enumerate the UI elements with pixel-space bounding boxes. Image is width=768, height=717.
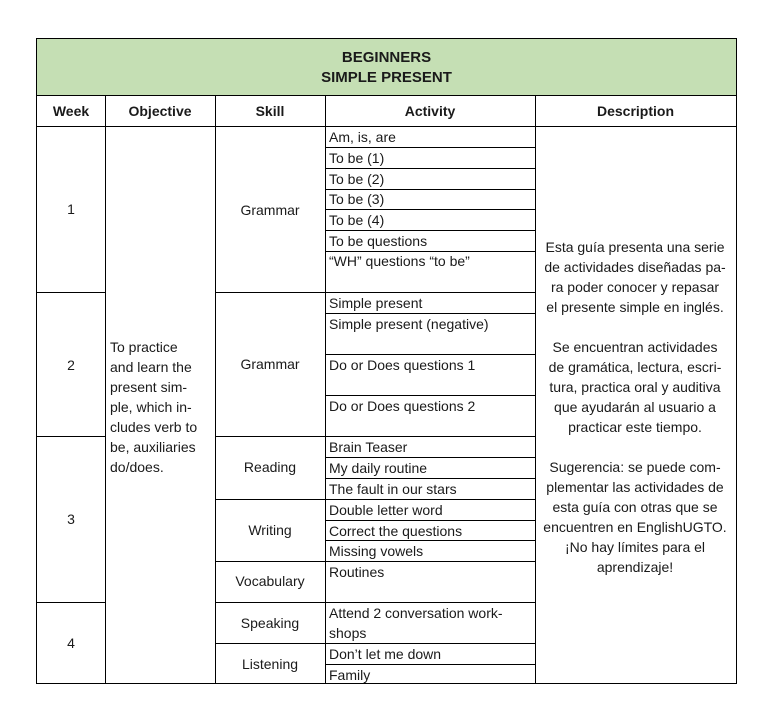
grid-line	[325, 457, 535, 458]
description-line: practicar este tiempo.	[568, 419, 702, 435]
activity-item: Routines	[329, 564, 385, 580]
week-number: 3	[67, 511, 75, 527]
grid-line	[215, 643, 535, 644]
activity-item: To be (1)	[329, 150, 385, 166]
description-spacer	[535, 437, 735, 457]
activity-item: To be (4)	[329, 212, 385, 228]
col-description: Description	[596, 103, 674, 119]
skill-label: Vocabulary	[235, 573, 305, 589]
col-week: Week	[52, 103, 90, 119]
description-line: Esta guía presenta una serie	[545, 239, 725, 255]
grid-line	[215, 96, 216, 684]
activity-item: Missing vowels	[329, 543, 424, 559]
description-line: que ayudarán al usuario a	[554, 399, 716, 415]
objective-line: present sim-	[110, 379, 188, 395]
grid-line	[325, 313, 535, 314]
description-line: Se encuentran actividades	[552, 339, 718, 355]
grid-line	[325, 168, 535, 169]
grid-line	[325, 354, 535, 355]
grid-line	[215, 436, 535, 437]
activity-item: The fault in our stars	[329, 481, 457, 497]
level-title: BEGINNERS	[341, 49, 432, 66]
objective-line: cludes verb to	[110, 419, 198, 435]
week-number: 4	[67, 635, 75, 651]
lesson-table	[36, 38, 737, 684]
skill-label: Grammar	[240, 356, 300, 372]
table-header	[37, 39, 736, 96]
topic-title: SIMPLE PRESENT	[321, 69, 452, 86]
activity-item: Am, is, are	[329, 129, 396, 145]
activity-item: Simple present	[329, 295, 423, 311]
grid-line	[215, 561, 535, 562]
objective-text	[110, 337, 210, 477]
activity-item: Do or Does questions 2	[329, 398, 476, 414]
activity-item: Attend 2 conversation work-	[329, 605, 503, 621]
description-line: de gramática, lectura, escri-	[548, 359, 722, 375]
grid-line	[325, 540, 535, 541]
activity-item: My daily routine	[329, 460, 428, 476]
description-line: plementar las actividades de	[546, 479, 724, 495]
activity-item: Brain Teaser	[329, 439, 408, 455]
description-line: ra poder conocer y repasar	[550, 279, 720, 295]
week-number: 1	[67, 201, 75, 217]
description-spacer	[535, 317, 735, 337]
col-objective: Objective	[128, 103, 192, 119]
grid-line	[215, 292, 535, 293]
grid-line	[325, 664, 535, 665]
description-line: encuentren en EnglishUGTO.	[543, 519, 727, 535]
description-line: ¡No hay límites para el	[564, 539, 706, 555]
grid-line	[325, 189, 535, 190]
description-line: de actividades diseñadas pa-	[544, 259, 726, 275]
grid-line	[325, 520, 535, 521]
activity-item: To be (3)	[329, 191, 385, 207]
activity-item: To be questions	[329, 233, 428, 249]
grid-line	[37, 126, 736, 127]
description-line: el presente simple en inglés.	[546, 299, 724, 315]
activity-item: Double letter word	[329, 502, 443, 518]
skill-label: Listening	[241, 656, 299, 672]
activity-item: Family	[329, 667, 371, 683]
skill-label: Reading	[243, 459, 297, 475]
objective-line: be, auxiliaries	[110, 439, 196, 455]
grid-line	[325, 209, 535, 210]
activity-item: Do or Does questions 1	[329, 357, 476, 373]
grid-line	[37, 602, 105, 603]
grid-line	[37, 436, 105, 437]
description-line: Sugerencia: se puede com-	[549, 459, 721, 475]
grid-line	[37, 292, 105, 293]
grid-line	[325, 478, 535, 479]
description-line: tura, practica oral y auditiva	[549, 379, 721, 395]
skill-label: Writing	[248, 522, 292, 538]
skill-label: Speaking	[240, 615, 300, 631]
objective-line: do/does.	[110, 459, 164, 475]
grid-line	[325, 395, 535, 396]
activity-item: shops	[329, 625, 367, 641]
activity-item: To be (2)	[329, 171, 385, 187]
objective-line: and learn the	[110, 359, 192, 375]
skill-label: Grammar	[240, 202, 300, 218]
grid-line	[325, 251, 535, 252]
description-line: aprendizaje!	[596, 559, 674, 575]
col-skill: Skill	[255, 103, 285, 119]
activity-item: “WH” questions “to be”	[329, 253, 470, 269]
objective-line: ple, which in-	[110, 399, 192, 415]
col-activity: Activity	[404, 103, 456, 119]
grid-line	[325, 96, 326, 684]
activity-item: Correct the questions	[329, 523, 463, 539]
grid-line	[325, 147, 535, 148]
week-number: 2	[67, 357, 75, 373]
grid-line	[215, 602, 535, 603]
grid-line	[325, 230, 535, 231]
objective-line: To practice	[110, 339, 178, 355]
activity-item: Don’t let me down	[329, 646, 442, 662]
description-line: esta guía con otras que se	[552, 499, 718, 515]
description-text	[535, 237, 735, 577]
grid-line	[215, 499, 535, 500]
grid-line	[105, 96, 106, 684]
activity-item: Simple present (negative)	[329, 316, 489, 332]
